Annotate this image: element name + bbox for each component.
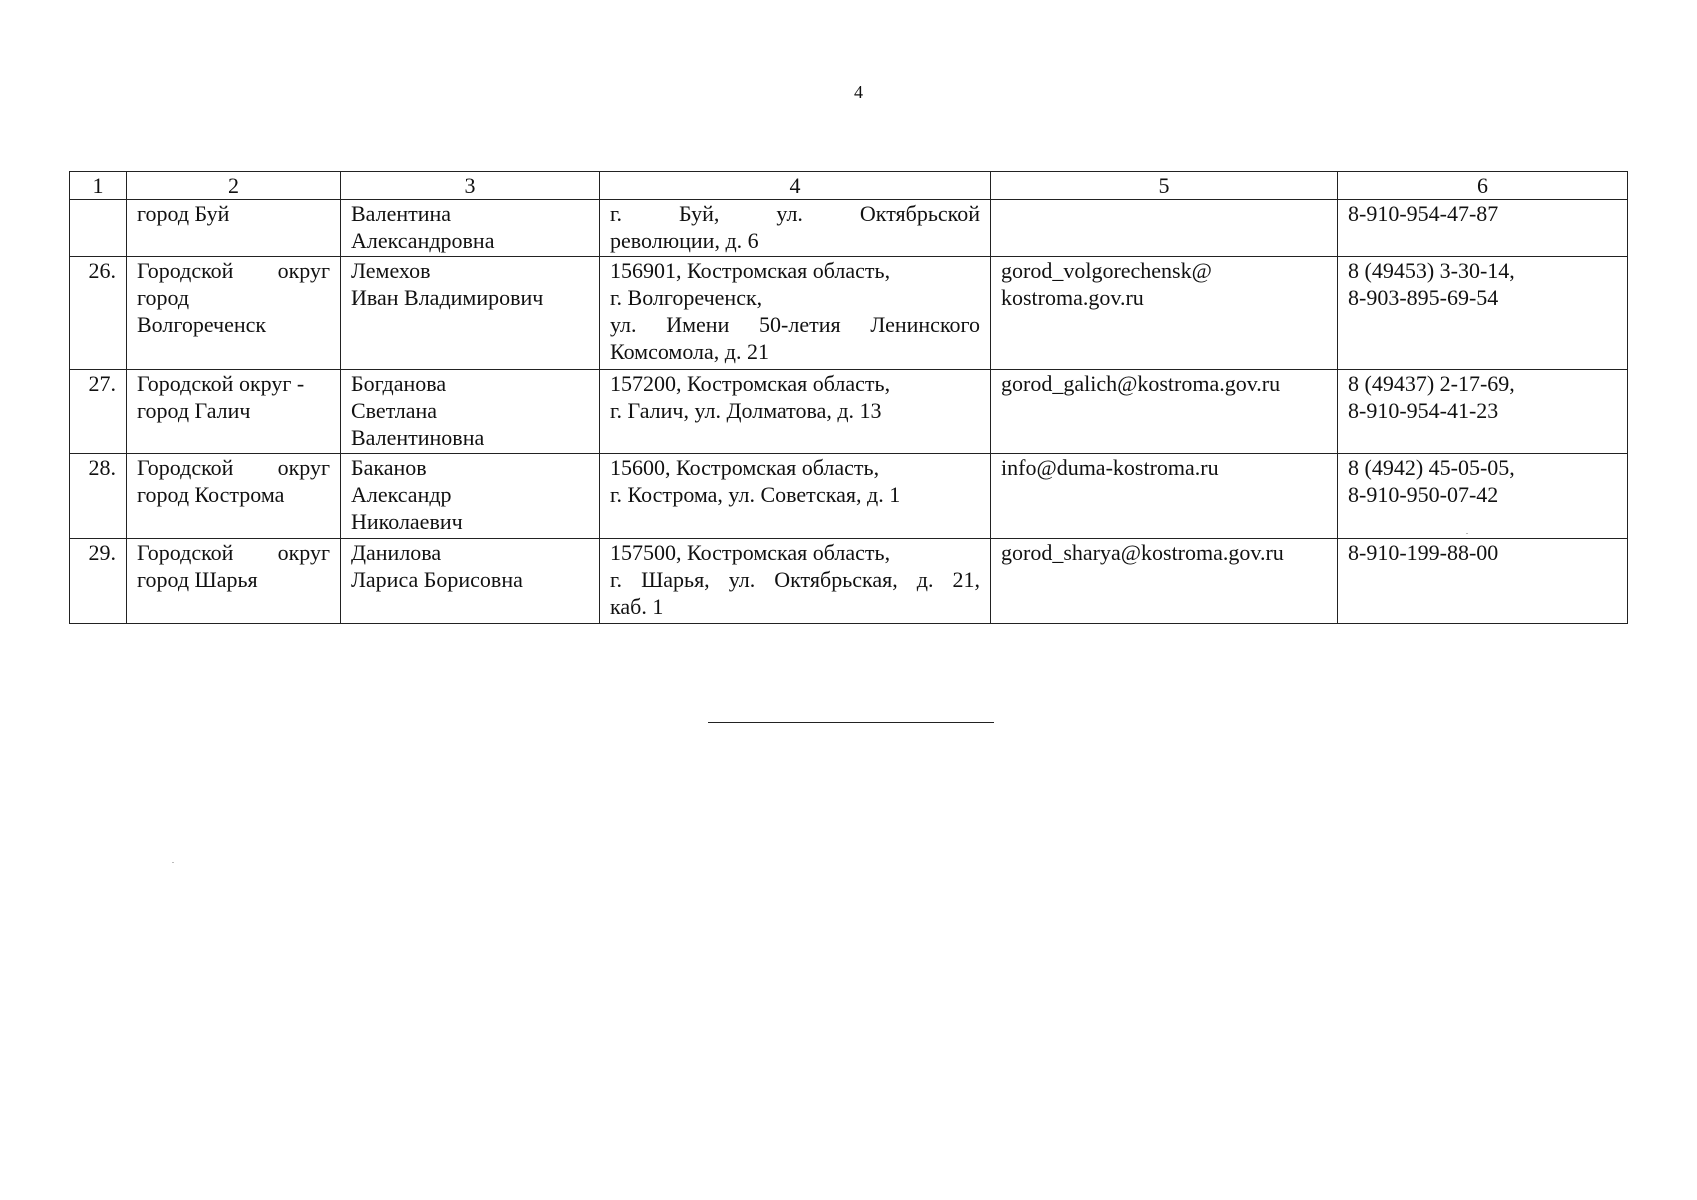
address-line: г. Кострома, ул. Советская, д. 1 [610,482,901,507]
person-line: Валентиновна [351,425,485,450]
phone-line: 8-903-895-69-54 [1348,285,1499,310]
person-cell [341,539,600,624]
person-line: Николаевич [351,509,463,534]
person-line: Светлана [351,398,438,423]
municipality-cell [127,370,341,454]
row-number-cell: 27. [70,370,127,454]
phone-cell [1338,370,1628,454]
address-line: ул. Имени 50-летия Ленинского [610,312,980,337]
municipality-line: город Шарья [137,567,258,592]
address-line: каб. 1 [610,594,664,619]
municipality-word: Городской [137,455,234,480]
phone-cell [1338,539,1628,624]
email-cell [991,257,1338,370]
person-line: Богданова [351,371,447,396]
municipality-line: город Кострома [137,482,285,507]
person-line: Лариса Борисовна [351,567,523,592]
column-header: 5 [991,172,1338,200]
municipality-line [137,539,330,566]
person-line: Александр [351,482,452,507]
contacts-table [69,171,1628,624]
email-cell [991,200,1338,257]
address-line: революции, д. 6 [610,228,759,253]
email-line: info@duma-kostroma.ru [1001,455,1219,480]
column-header: 1 [70,172,127,200]
row-number-cell: 26. [70,257,127,370]
address-word: Октябрьской [859,201,980,226]
column-header: 3 [341,172,600,200]
phone-line: 8-910-199-88-00 [1348,540,1499,565]
municipality-word: Городской [137,540,234,565]
municipality-word: округ [277,258,330,283]
email-line: kostroma.gov.ru [1001,285,1144,310]
person-line: Иван Владимирович [351,285,544,310]
person-line: Александровна [351,228,495,253]
page-number: 4 [854,82,863,102]
scan-speck [1466,533,1468,534]
column-header: 2 [127,172,341,200]
row-number-cell: 29. [70,539,127,624]
address-line: Комсомола, д. 21 [610,339,769,364]
table-row [70,454,1628,539]
table-row [70,200,1628,257]
municipality-cell [127,200,341,257]
address-word: Буй, [679,201,720,226]
municipality-line: Волгореченск [137,312,267,337]
address-cell [600,257,991,370]
email-line: gorod_sharya@kostroma.gov.ru [1001,540,1284,565]
municipality-line: город [137,285,190,310]
phone-line: 8-910-950-07-42 [1348,482,1499,507]
municipality-line [137,454,330,481]
address-line: 157200, Костромская область, [610,371,891,396]
email-cell [991,539,1338,624]
scan-speck [172,862,174,863]
column-header: 6 [1338,172,1628,200]
phone-cell [1338,454,1628,539]
municipality-cell [127,454,341,539]
municipality-word: Городской [137,258,234,283]
address-word: ул. [776,201,803,226]
table-row [70,370,1628,454]
municipality-word: округ [277,540,330,565]
address-word: г. [610,201,623,226]
email-cell [991,370,1338,454]
phone-cell [1338,257,1628,370]
person-cell [341,370,600,454]
address-cell [600,539,991,624]
person-cell [341,257,600,370]
phone-cell [1338,200,1628,257]
address-line: г. Шарья, ул. Октябрьская, д. 21, [610,567,980,592]
phone-line: 8 (4942) 45-05-05, [1348,455,1515,480]
municipality-line: город Буй [137,201,230,226]
person-cell [341,200,600,257]
table-row [70,257,1628,370]
column-header: 4 [600,172,991,200]
municipality-line: Городской округ - [137,371,305,396]
person-line: Баканов [351,455,427,480]
municipality-line [137,257,330,284]
email-line: gorod_galich@kostroma.gov.ru [1001,371,1281,396]
municipality-word: округ [277,455,330,480]
address-cell [600,200,991,257]
phone-line: 8-910-954-47-87 [1348,201,1499,226]
phone-line: 8 (49437) 2-17-69, [1348,371,1515,396]
email-cell [991,454,1338,539]
row-number-cell: 28. [70,454,127,539]
row-number-cell [70,200,127,257]
phone-line: 8-910-954-41-23 [1348,398,1499,423]
municipality-line: город Галич [137,398,251,423]
person-line: Валентина [351,201,452,226]
address-cell [600,370,991,454]
address-line: 15600, Костромская область, [610,455,880,480]
table-header-row [70,172,1628,200]
table-row [70,539,1628,624]
end-of-document-divider [708,722,994,723]
address-line: г. Волгореченск, [610,285,763,310]
phone-line: 8 (49453) 3-30-14, [1348,258,1515,283]
address-cell [600,454,991,539]
municipality-cell [127,257,341,370]
address-line: 156901, Костромская область, [610,258,891,283]
municipality-cell [127,539,341,624]
address-line [610,200,980,227]
person-cell [341,454,600,539]
address-line: г. Галич, ул. Долматова, д. 13 [610,398,882,423]
person-line: Данилова [351,540,442,565]
person-line: Лемехов [351,258,431,283]
address-line: 157500, Костромская область, [610,540,891,565]
email-line: gorod_volgorechensk@ [1001,258,1212,283]
